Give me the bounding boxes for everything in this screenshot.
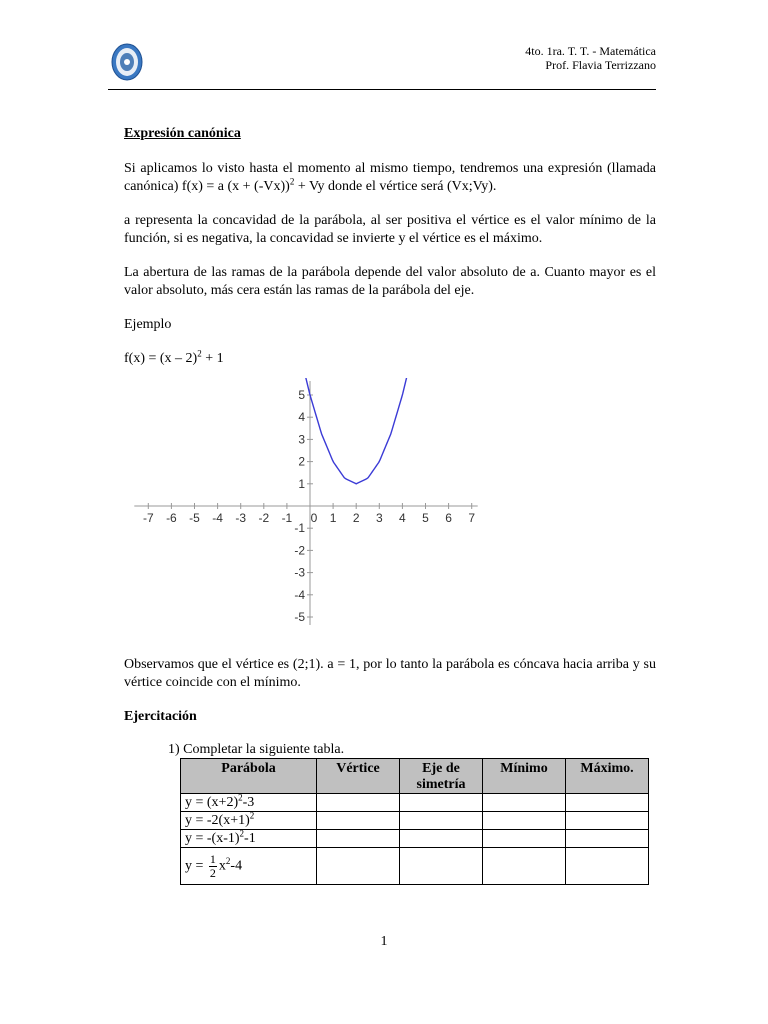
parabola-cell: y = $\frac{1}{2}$ $x^2-4$ — [181, 848, 317, 885]
header-divider — [108, 89, 656, 90]
x-tick-label: 2 — [352, 511, 360, 525]
vertex-cell[interactable] — [317, 812, 400, 830]
header-vertex: Vértice — [317, 759, 400, 794]
maximum-cell[interactable] — [566, 848, 649, 885]
y-tick-label: -1 — [294, 521, 305, 536]
symmetry-cell[interactable] — [400, 794, 483, 812]
paragraph-canonical: Si aplicamos lo visto hasta el momento al mismo tiempo, tendremos una expresión (llamada canónica) f(x) = a $(x + (-Vx))^2 + Vy$ donde el vértice será (Vx;Vy). — [124, 161, 656, 194]
x-tick-label: 1 — [329, 511, 337, 525]
y-tick-label: -5 — [294, 610, 305, 624]
x-tick-label: -6 — [166, 511, 177, 525]
table-row — [181, 830, 649, 848]
y-tick-label: 1 — [298, 476, 305, 491]
paragraph-observation: Observamos que el vértice es (2;1). a = 1, por lo tanto la parábola es cóncava hacia arriba y su vértice coincide con el mínimo. — [124, 657, 656, 690]
x-tick-label: 0 — [310, 511, 318, 525]
table-row — [181, 794, 649, 812]
x-tick-label: 7 — [468, 511, 476, 525]
maximum-cell[interactable] — [566, 794, 649, 812]
header-course: 4to. 1ra. T. T. - Matemática — [525, 44, 656, 58]
x-tick-label: -3 — [235, 511, 247, 525]
table-row — [181, 848, 649, 885]
x-tick-label: -1 — [281, 511, 293, 525]
x-tick-label: -2 — [258, 511, 270, 525]
x-tick-label: 3 — [375, 511, 383, 525]
symmetry-cell[interactable] — [400, 848, 483, 885]
x-tick-label: -5 — [189, 511, 200, 525]
parabola-cell: $y = (x+2)^2-3$ — [181, 794, 317, 812]
maximum-cell[interactable] — [566, 830, 649, 848]
symmetry-cell[interactable] — [400, 812, 483, 830]
school-logo — [110, 42, 144, 82]
x-tick-label: -4 — [212, 511, 223, 525]
vertex-cell[interactable] — [317, 794, 400, 812]
minimum-cell[interactable] — [483, 830, 566, 848]
table-header-row — [181, 759, 649, 794]
y-tick-label: -4 — [294, 587, 305, 602]
minimum-cell[interactable] — [483, 812, 566, 830]
vertex-cell[interactable] — [317, 848, 400, 885]
symmetry-cell[interactable] — [400, 830, 483, 848]
page-number: 1 — [380, 934, 388, 949]
minimum-cell[interactable] — [483, 794, 566, 812]
header-teacher: Prof. Flavia Terrizzano — [545, 58, 656, 72]
paragraph-aperture: La abertura de las ramas de la parábola depende del valor absoluto de a. Cuanto mayor es el valor absoluto, más cera están las ramas de la parábola del eje. — [124, 265, 656, 298]
y-tick-label: 5 — [298, 388, 305, 402]
y-tick-label: -2 — [294, 543, 305, 558]
example-formula: f(x) = (x – 2)$^2$ + 1 — [124, 348, 224, 366]
y-tick-label: 4 — [298, 410, 305, 425]
parabola-chart — [130, 378, 490, 628]
header-parabola: Parábola — [181, 759, 317, 794]
vertex-cell[interactable] — [317, 830, 400, 848]
example-label: Ejemplo — [124, 317, 172, 332]
table-row — [181, 812, 649, 830]
x-tick-label: -7 — [142, 511, 154, 525]
header-minimum: Mínimo — [483, 759, 566, 794]
section-title: Expresión canónica — [124, 126, 241, 141]
y-tick-label: 3 — [298, 432, 305, 447]
parabola-line — [303, 378, 409, 484]
header-symmetry-axis: Eje de simetría — [400, 759, 483, 794]
x-tick-label: 5 — [422, 511, 429, 525]
minimum-cell[interactable] — [483, 848, 566, 885]
exercise-table — [180, 758, 649, 885]
parabola-cell: $y = -(x-1)^2-1$ — [181, 830, 317, 848]
maximum-cell[interactable] — [566, 812, 649, 830]
parabola-cell: $y = -2(x+1)^2$ — [181, 812, 317, 830]
y-tick-label: 2 — [298, 454, 305, 469]
y-tick-label: -3 — [294, 565, 305, 580]
x-tick-label: 4 — [399, 511, 406, 525]
paragraph-concavity: a representa la concavidad de la parábola, al ser positiva el vértice es el valor mínimo de la función, si es negativa, la concavidad se invierte y el vértice es el máximo. — [124, 213, 656, 246]
exercise-item: 1) Completar la siguiente tabla. — [168, 742, 345, 757]
x-tick-label: 6 — [445, 511, 452, 525]
exercise-title: Ejercitación — [124, 709, 197, 724]
header-maximum: Máximo. — [566, 759, 649, 794]
fraction: $\frac{1}{2}$ — [209, 851, 216, 880]
